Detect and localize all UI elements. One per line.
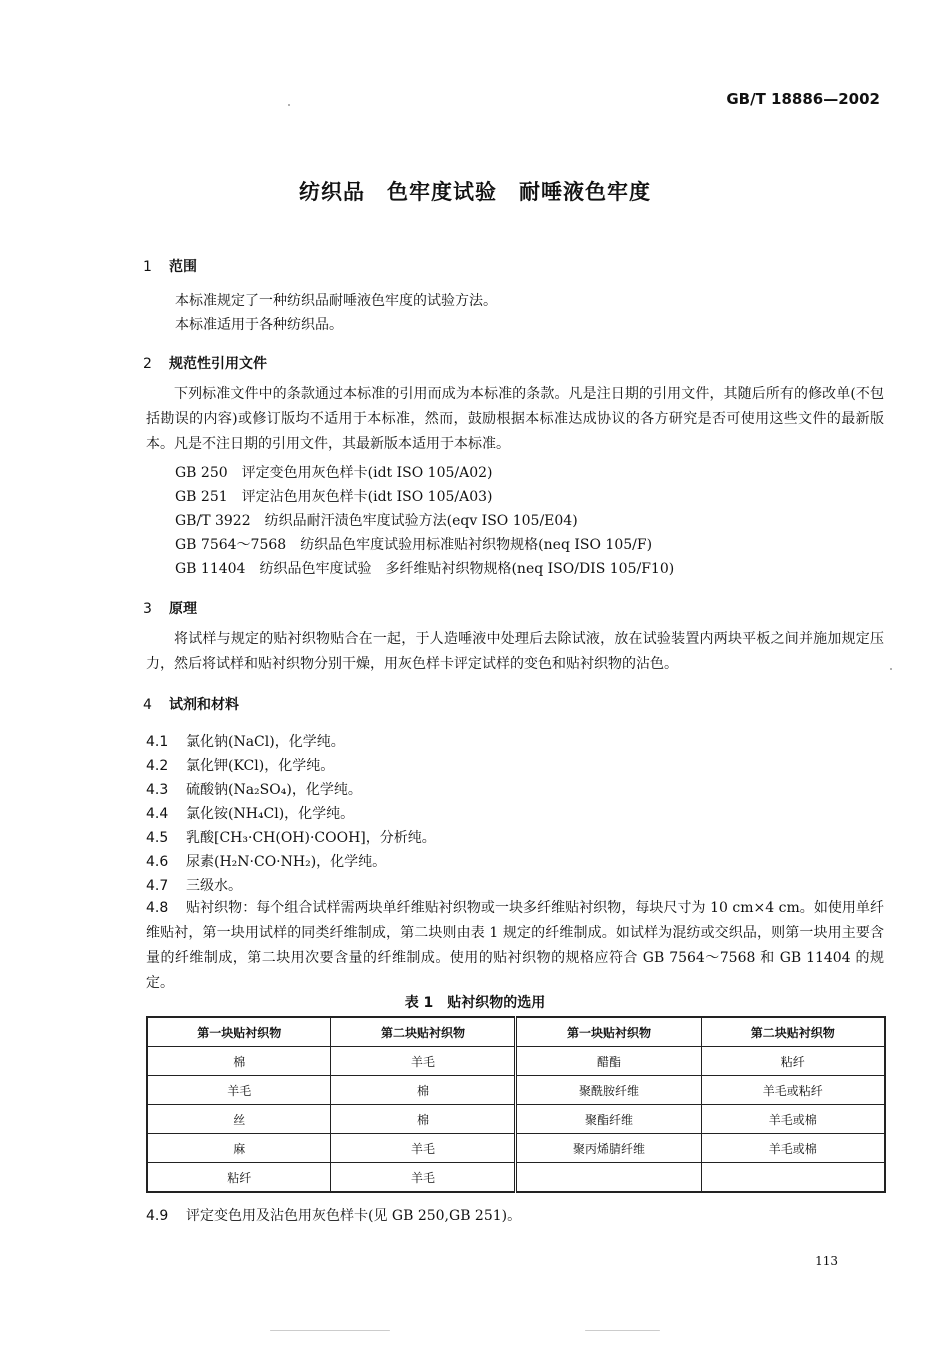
scope-line-2: 本标准适用于各种纺织品。: [175, 317, 343, 333]
item-number: 4.6: [146, 854, 169, 870]
table-cell: 丝: [147, 1105, 331, 1134]
reference-text: 纺织品色牢度试验用标准贴衬织物规格(neq ISO 105/F): [300, 537, 653, 553]
reference-code: GB 251: [175, 489, 228, 505]
table-cell: 棉: [331, 1105, 516, 1134]
section-title: 试剂和材料: [169, 697, 239, 713]
section-title: 原理: [169, 601, 197, 617]
reference-text: 评定变色用灰色样卡(idt ISO 105/A02): [241, 465, 493, 481]
section-heading-reagents: [143, 694, 239, 714]
reference-code: GB 7564～7568: [175, 537, 287, 553]
reference-text: 评定沾色用灰色样卡(idt ISO 105/A03): [241, 489, 493, 505]
table-row: [147, 1105, 885, 1134]
item-text: 尿素(H₂N·CO·NH₂)，化学纯。: [186, 854, 387, 870]
section-title: 规范性引用文件: [169, 356, 267, 372]
reagent-item-4-8: [146, 896, 884, 996]
principle-text: 将试样与规定的贴衬织物贴合在一起，于人造唾液中处理后去除试液，放在试验装置内两块平板之间并施加规定压力，然后将试样和贴衬织物分别干燥，用灰色样卡评定试样的变色和贴衬织物的沾色。: [146, 631, 884, 672]
table-cell: 羊毛: [331, 1163, 516, 1193]
references-intro: 下列标准文件中的条款通过本标准的引用而成为本标准的条款。凡是注日期的引用文件，其随后所有的修改单(不包括勘误的内容)或修订版均不适用于本标准，然而，鼓励根据本标准达成协议的各方研究是否可使用这些文件的最新版本。凡是不注日期的引用文件，其最新版本适用于本标准。: [146, 386, 884, 452]
reagent-item: [146, 731, 345, 751]
fiber-selection-table: [146, 1016, 886, 1193]
reference-item: [175, 534, 652, 554]
reference-code: GB 250: [175, 465, 228, 481]
section-title: 范围: [169, 259, 197, 275]
table-cell: 羊毛: [331, 1134, 516, 1163]
page-number: 113: [815, 1254, 838, 1268]
item-text: 氯化钾(KCl)，化学纯。: [186, 758, 335, 774]
reagent-item: [146, 803, 354, 823]
section-heading-scope: [143, 256, 197, 276]
reagent-item-4-9: [146, 1205, 521, 1225]
standard-number: GB/T 18886—2002: [726, 90, 880, 108]
reference-text: 纺织品耐汗渍色牢度试验方法(eqv ISO 105/E04): [264, 513, 578, 529]
section-number: 4: [143, 697, 152, 713]
table-caption: 表 1 贴衬织物的选用: [404, 995, 546, 1011]
section-heading-references: [143, 353, 267, 373]
item-number: 4.3: [146, 782, 169, 798]
table-row: [147, 1134, 885, 1163]
item-number: 4.8: [146, 900, 169, 916]
scan-speck: [890, 668, 892, 670]
reference-item: [175, 462, 493, 482]
reference-code: GB 11404: [175, 561, 246, 577]
table-cell: 粘纤: [701, 1047, 885, 1076]
item-number: 4.7: [146, 878, 169, 894]
item-number: 4.1: [146, 734, 169, 750]
item-text: 乳酸[CH₃·CH(OH)·COOH]，分析纯。: [186, 830, 436, 846]
item-text: 评定变色用及沾色用灰色样卡(见 GB 250,GB 251)。: [186, 1208, 522, 1224]
item-number: 4.4: [146, 806, 169, 822]
section-number: 1: [143, 259, 152, 275]
reagent-item: [146, 851, 386, 871]
table-row: [147, 1076, 885, 1105]
table-cell: 棉: [331, 1076, 516, 1105]
table-cell: 羊毛或棉: [701, 1105, 885, 1134]
reference-code: GB/T 3922: [175, 513, 251, 529]
scan-speck: [585, 1330, 660, 1331]
table-cell: [516, 1163, 701, 1193]
table-cell: 棉: [147, 1047, 331, 1076]
document-title: 纺织品 色牢度试验 耐唾液色牢度: [299, 180, 651, 204]
reagent-item: [146, 755, 334, 775]
table-cell: 醋酯: [516, 1047, 701, 1076]
table-cell: 聚酯纤维: [516, 1105, 701, 1134]
table-cell: 聚丙烯腈纤维: [516, 1134, 701, 1163]
item-text: 三级水。: [186, 878, 242, 894]
reagent-item: [146, 875, 242, 895]
table-cell: [701, 1163, 885, 1193]
table-cell: 粘纤: [147, 1163, 331, 1193]
section-number: 2: [143, 356, 152, 372]
scope-line-1: 本标准规定了一种纺织品耐唾液色牢度的试验方法。: [175, 293, 497, 309]
table-row: [147, 1163, 885, 1193]
table-cell: 聚酰胺纤维: [516, 1076, 701, 1105]
item-text: 硫酸钠(Na₂SO₄)，化学纯。: [186, 782, 362, 798]
table-header-row: [147, 1017, 885, 1047]
reagent-item: [146, 779, 362, 799]
reference-text: 纺织品色牢度试验 多纤维贴衬织物规格(neq ISO/DIS 105/F10): [259, 561, 675, 577]
item-number: 4.9: [146, 1208, 169, 1224]
section-heading-principle: [143, 598, 197, 618]
reference-item: [175, 486, 493, 506]
item-text: 氯化铵(NH₄Cl)，化学纯。: [186, 806, 355, 822]
table-header-cell: 第一块贴衬织物: [516, 1017, 701, 1047]
item-text: 氯化钠(NaCl)，化学纯。: [186, 734, 345, 750]
section-number: 3: [143, 601, 152, 617]
table-cell: 羊毛或粘纤: [701, 1076, 885, 1105]
item-number: 4.2: [146, 758, 169, 774]
table-row: [147, 1047, 885, 1076]
reference-item: [175, 558, 674, 578]
table-header-cell: 第一块贴衬织物: [147, 1017, 331, 1047]
scan-speck: [288, 104, 290, 106]
scan-speck: [270, 1330, 390, 1331]
table-cell: 羊毛: [147, 1076, 331, 1105]
item-number: 4.5: [146, 830, 169, 846]
table-header-cell: 第二块贴衬织物: [331, 1017, 516, 1047]
reference-item: [175, 510, 578, 530]
table-header-cell: 第二块贴衬织物: [701, 1017, 885, 1047]
table-cell: 羊毛或棉: [701, 1134, 885, 1163]
reagent-item: [146, 827, 436, 847]
table-cell: 羊毛: [331, 1047, 516, 1076]
item-text: 贴衬织物：每个组合试样需两块单纤维贴衬织物或一块多纤维贴衬织物，每块尺寸为 10 cm×4 cm。如使用单纤维贴衬，第一块用试样的同类纤维制成，第二块则由表 1 规定的纤维制成。如试样为混纺或交织品，则第一块用主要含量的纤维制成，第二块用次要含量的纤维制成。使用的贴衬织物的规格应符合 GB 7564～7568 和 GB 11404 的规定。: [146, 900, 884, 991]
table-cell: 麻: [147, 1134, 331, 1163]
